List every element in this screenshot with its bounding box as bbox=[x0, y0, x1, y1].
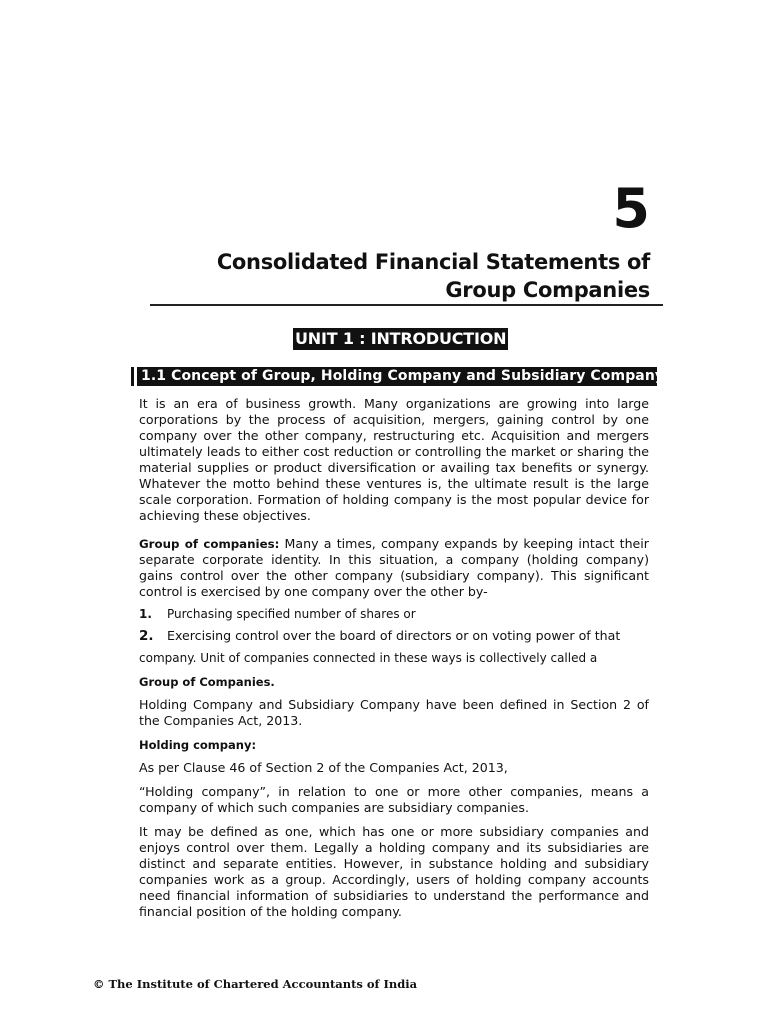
list-item bbox=[139, 628, 649, 644]
list-item-number: 2. bbox=[139, 628, 154, 644]
list-item bbox=[139, 606, 649, 622]
holding-company-definition: “Holding company”, in relation to one or more other companies, means a company of which such companies are subsidiary companies. bbox=[139, 784, 649, 815]
footer-copyright: © The Institute of Chartered Accountants of India bbox=[93, 977, 418, 991]
list-item-text: Exercising control over the board of directors or on voting power of that bbox=[167, 628, 621, 643]
list-continuation: company. Unit of companies connected in these ways is collectively called a bbox=[139, 651, 598, 665]
defined-in-section-paragraph: Holding Company and Subsidiary Company have been defined in Section 2 of the Companies Act, 2013. bbox=[139, 697, 649, 728]
section-heading-bar bbox=[131, 367, 665, 386]
title-rule bbox=[150, 304, 663, 306]
chapter-title: Consolidated Financial Statements of Group Companies bbox=[216, 250, 650, 302]
holding-company-explanation: It may be defined as one, which has one or more subsidiary companies and enjoys control over them. Legally a holding company and its subsidiaries are distinct and separate entities. However, in substance holding and subsidiary companies work as a group. Accordingly, users of holding company accounts need financial information of subsidiaries to understand the performance and financial position of the holding company. bbox=[139, 824, 649, 919]
heading-marker-gap bbox=[134, 367, 137, 386]
group-of-companies-heading: Group of Companies. bbox=[139, 675, 275, 689]
intro-paragraph: It is an era of business growth. Many organizations are growing into large corporations by the process of acquisition, mergers, gaining control by one company over the other company, restructuring etc. Acquisition and mergers ultimately leads to either cost reduction or controlling the market or sharing the material supplies or product diversification or availing tax benefits or synergy. Whatever the motto behind these ventures is, the ultimate result is the large scale corporation. Formation of holding company is the most popular device for achieving these objectives. bbox=[139, 396, 649, 523]
group-of-companies-text: Many a times, company expands by keeping intact their separate corporate identity. In this situation, a company (holding company) gains control over the other company (subsidiary company). This significant control is exercised by one company over the other by- bbox=[139, 536, 649, 599]
list-item-number: 1. bbox=[139, 607, 152, 621]
section-heading: 1.1 Concept of Group, Holding Company and Subsidiary Company bbox=[141, 368, 665, 384]
group-of-companies-paragraph bbox=[139, 536, 649, 600]
holding-company-heading: Holding company: bbox=[139, 738, 257, 752]
list-item-text: Purchasing specified number of shares or bbox=[167, 607, 416, 621]
clause-reference: As per Clause 46 of Section 2 of the Companies Act, 2013, bbox=[139, 760, 508, 775]
group-of-companies-label: Group of companies: bbox=[139, 537, 280, 551]
chapter-number: 5 bbox=[612, 177, 650, 240]
body-content bbox=[139, 396, 649, 920]
unit-heading: UNIT 1 : INTRODUCTION bbox=[295, 329, 507, 348]
